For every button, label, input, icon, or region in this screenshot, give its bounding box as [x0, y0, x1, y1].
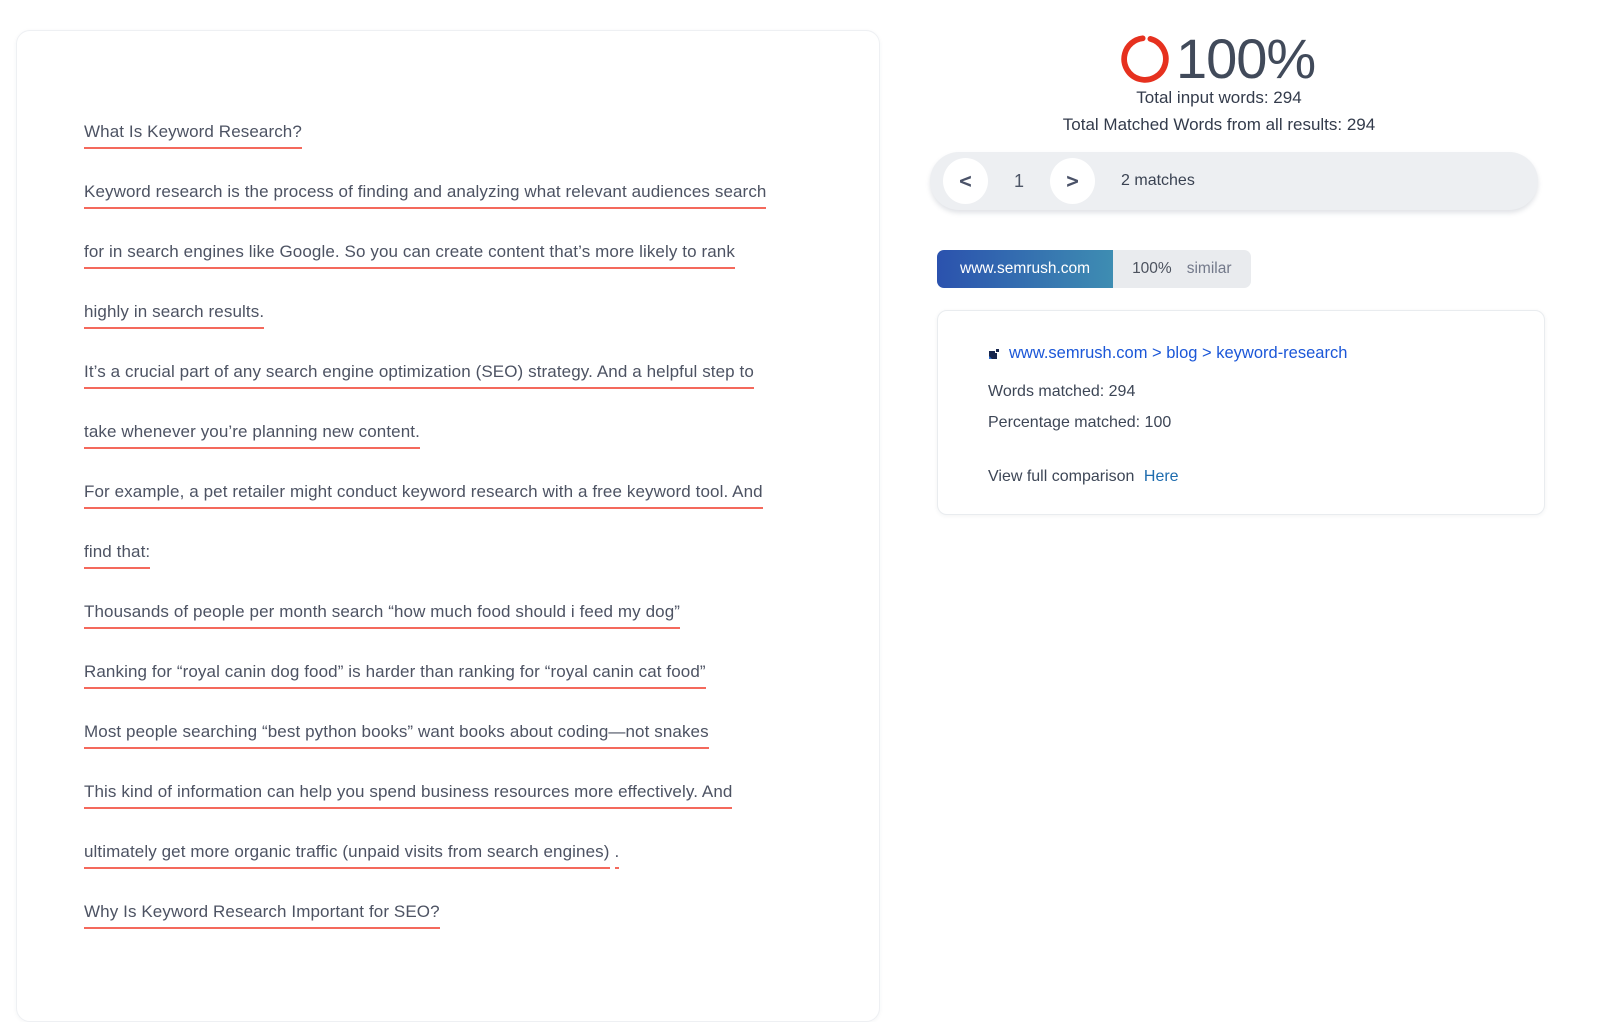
document-line — [84, 783, 844, 809]
breadcrumb — [988, 344, 1524, 363]
document-line — [84, 843, 844, 869]
matched-text-segment: This kind of information can help you spend business resources more effectively. And — [84, 783, 732, 809]
tab-similarity-percent: 100% — [1132, 260, 1172, 277]
document-line — [84, 903, 844, 929]
percentage-matched-stat: Percentage matched: 100 — [988, 414, 1172, 431]
score-percent: 100% — [1176, 27, 1316, 90]
tab-similarity-label: similar — [1186, 260, 1232, 277]
document-line — [84, 723, 844, 749]
document-line — [84, 243, 844, 269]
view-comparison-label: View full comparison — [988, 468, 1135, 485]
matched-text-segment: . — [615, 843, 620, 869]
document-line — [84, 663, 844, 689]
matched-text-segment: Ranking for “royal canin dog food” is harder than ranking for “royal canin cat food” — [84, 663, 706, 689]
match-source-tab — [937, 250, 1251, 288]
results-pagination — [930, 152, 1538, 210]
matched-text-segment: For example, a pet retailer might conduct keyword research with a free keyword tool. And — [84, 483, 763, 509]
match-result-card — [937, 310, 1545, 515]
document-line — [84, 603, 844, 629]
view-comparison-row — [988, 468, 1524, 486]
next-page-button[interactable]: > — [1050, 158, 1095, 204]
matched-text-segment: What Is Keyword Research? — [84, 123, 302, 149]
matched-text-segment: It’s a crucial part of any search engine optimization (SEO) strategy. And a helpful step to — [84, 363, 754, 389]
page-favicon-icon — [988, 348, 1000, 360]
prev-page-button[interactable]: < — [943, 158, 988, 204]
matched-text-segment: find that: — [84, 543, 150, 569]
view-comparison-link[interactable]: Here — [1143, 468, 1179, 485]
current-page: 1 — [1014, 170, 1025, 191]
document-line — [84, 483, 844, 509]
similarity-score — [1120, 27, 1316, 90]
total-input-words: Total input words: 294 — [1136, 88, 1302, 107]
tab-similarity — [1113, 250, 1250, 288]
document-line — [84, 123, 844, 149]
match-url-link[interactable]: www.semrush.com > blog > keyword-research — [1009, 344, 1348, 362]
document-line — [84, 363, 844, 389]
score-ring-icon — [1120, 34, 1170, 84]
matches-count: 2 matches — [1121, 172, 1195, 189]
matched-text-segment: Most people searching “best python books” want books about coding—not snakes — [84, 723, 709, 749]
matched-text-segment: Why Is Keyword Research Important for SEO? — [84, 903, 440, 929]
document-line — [84, 543, 844, 569]
matched-text-segment: Thousands of people per month search “how much food should i feed my dog” — [84, 603, 680, 629]
matched-text-segment: for in search engines like Google. So you can create content that’s more likely to rank — [84, 243, 735, 269]
words-matched-stat: Words matched: 294 — [988, 383, 1136, 400]
matched-text-segment: highly in search results. — [84, 303, 264, 329]
document-line — [84, 303, 844, 329]
document-text — [84, 123, 844, 963]
document-line — [84, 423, 844, 449]
total-matched-words: Total Matched Words from all results: 294 — [1062, 115, 1376, 134]
document-line — [84, 183, 844, 209]
matched-text-segment: take whenever you’re planning new content. — [84, 423, 420, 449]
tab-domain[interactable]: www.semrush.com — [937, 250, 1113, 288]
matched-text-segment: ultimately get more organic traffic (unpaid visits from search engines) — [84, 843, 610, 869]
matched-text-segment: Keyword research is the process of finding and analyzing what relevant audiences search — [84, 183, 766, 209]
document-panel — [16, 30, 880, 1022]
